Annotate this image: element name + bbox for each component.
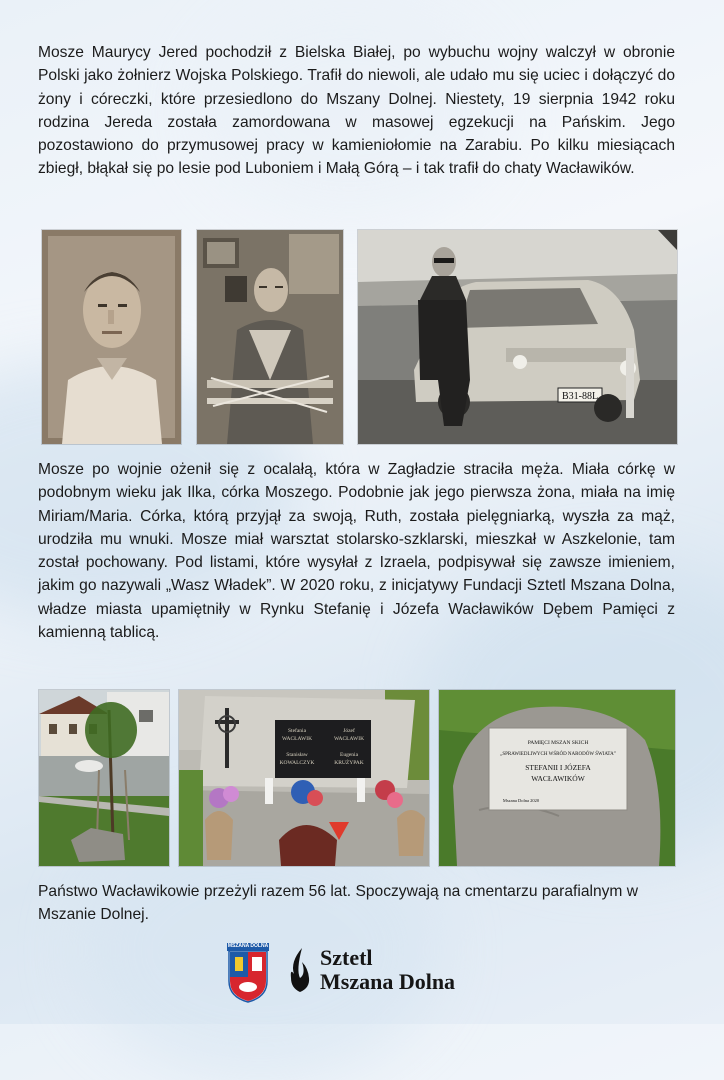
grave-photo — [179, 690, 429, 866]
crest-label: MSZANA DOLNA — [227, 943, 269, 949]
sztetl-brand — [320, 946, 455, 994]
workshop-photo — [197, 230, 343, 444]
plaque-name-1: Stefania — [287, 728, 307, 734]
brand-line-2: Mszana Dolna — [320, 969, 456, 994]
plaque-name-6: WACŁAWIK — [333, 736, 365, 742]
plaque-name-8: KRUŻYPAK — [334, 760, 364, 766]
memorial-line-1: PAMIĘCI MSZAN SKICH — [527, 740, 589, 746]
plaque-name-5: Józef — [343, 728, 355, 734]
paragraph-intro: Mosze Maurycy Jered pochodził z Bielska Białej, po wybuchu wojny walczył w obronie Polski jako żołnierz Wojska Polskiego. Trafił do niewoli, ale udało mu się uciec i dołączyć do żony i córeczki, które przesiedlono do Mszany Dolnej. Niestety, 19 sierpnia 1942 roku rodzina Jereda została zamordowana w masowej egzekucji na Pańskim. Jego pozostawiono do przymusowej pracy w kamieniołomie na Zarabiu. Po kilku miesiącach zbiegł, błąkał się po lesie pod Luboniem i Małą Górą – i tak trafił do chaty Wacławików. — [38, 44, 675, 178]
mszana-dolna-crest — [227, 943, 269, 1003]
car-photo — [358, 230, 677, 444]
paragraph-closing: Państwo Wacławikowie przeżyli razem 56 lat. Spoczywają na cmentarzu parafialnym w Mszanie Dolnej. — [38, 883, 639, 924]
car-license-plate: B31-88L — [561, 391, 599, 402]
memorial-line-5: Mszana Dolna 2020 — [502, 798, 540, 803]
portrait-photo — [42, 230, 181, 444]
plaque-name-4: KOWALCZYK — [279, 760, 315, 766]
memorial-line-2: „SPRAWIEDLIWYCH WŚRÓD NARODÓW ŚWIATA” — [500, 752, 616, 757]
brand-line-1: Sztetl — [320, 945, 373, 970]
memorial-stone-photo — [439, 690, 675, 866]
memorial-line-3: STEFANII I JÓZEFA — [525, 763, 591, 772]
plaque-name-2: WACŁAWIK — [281, 736, 313, 742]
plaque-name-3: Stanisław — [286, 752, 308, 758]
flame-icon — [288, 948, 312, 992]
memorial-line-4: WACŁAWIKÓW — [531, 774, 585, 783]
town-square-photo — [39, 690, 169, 866]
paragraph-after-war: Mosze po wojnie ożenił się z ocalałą, która w Zagładzie straciła męża. Miała córkę w podobnym wieku jak Ilka, córka Moszego. Podobnie jak jego pierwsza żona, miała na imię Miriam/Maria. Córka, którą przyjął za swoją, Ruth, została pielęgniarką, wyszła za mąż, urodziła mu wnuki. Mosze miał warsztat stolarsko-szklarski, mieszkał w Aszkelonie, tam został pochowany. Pod listami, które wysyłał z Izraela, podpisywał się zawsze imieniem, jakim go nazywali „Wasz Władek”. W 2020 roku, z inicjatywy Fundacji Sztetl Mszana Dolna, władze miasta upamiętniły w Rynku Stefanię i Józefa Wacławików Dębem Pamięci z kamienną tablicą. — [38, 461, 675, 642]
plaque-name-7: Eugenia — [339, 752, 359, 758]
